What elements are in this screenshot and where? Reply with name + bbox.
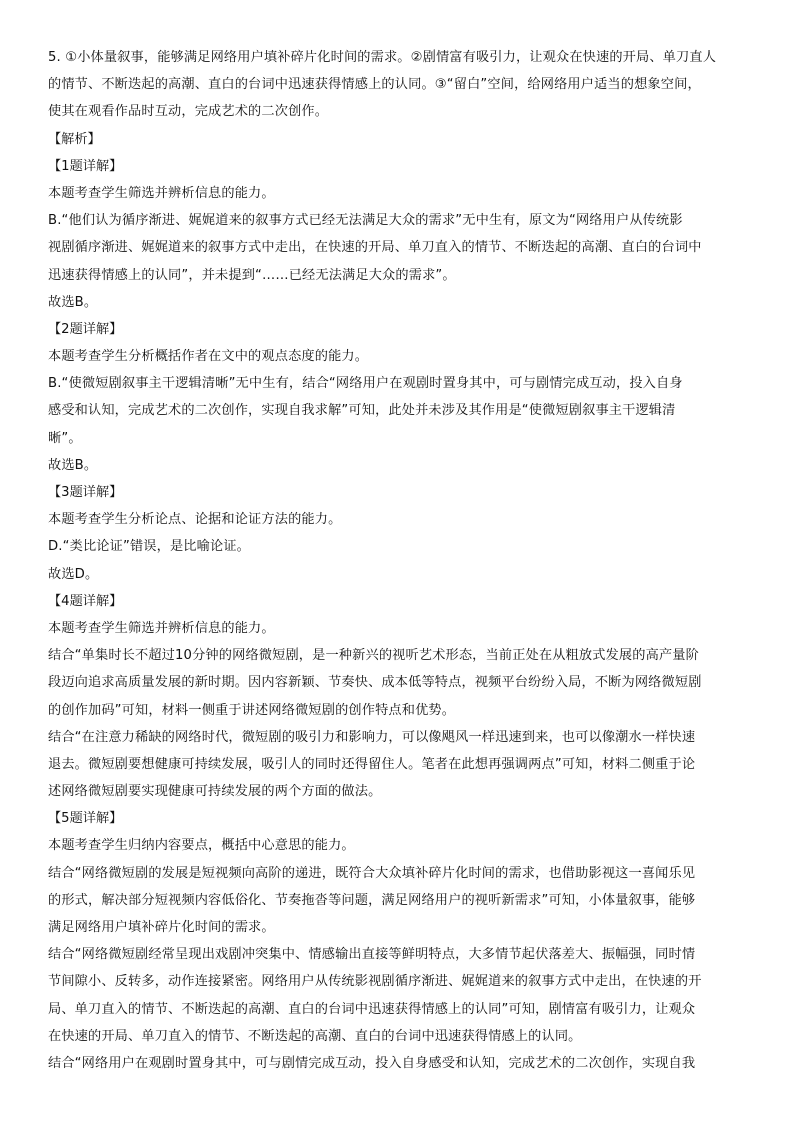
q2-detail-heading: 【2题详解】: [48, 321, 123, 337]
q1-detail-heading: 【1题详解】: [48, 158, 123, 174]
q4-detail-heading: 【4题详解】: [48, 593, 123, 609]
q3-intro-line: 本题考查学生分析论点、论据和论证方法的能力。: [48, 512, 342, 528]
q4-explanation-line-5: 退去。微短剧要想健康可持续发展，吸引人的同时还得留住人。笔者在此想再强调两点”可知，材料二侧重于论: [48, 756, 696, 772]
q5-explanation-line-5: 节间隙小、反转多，动作连接紧密。网络用户从传统影视剧循序渐进、娓娓道来的叙事方式中走出，在快速的开: [48, 974, 702, 990]
q5-explanation-line-6: 局、单刀直入的情节、不断迭起的高潮、直白的台词中迅速获得情感上的认同”可知，剧情富有吸引力，让观众: [48, 1001, 696, 1017]
answer-5-line-1: 5. ①小体量叙事，能够满足网络用户填补碎片化时间的需求。②剧情富有吸引力，让观众在快速的开局、单刀直人: [48, 50, 717, 65]
q5-intro-line: 本题考查学生归纳内容要点，概括中心意思的能力。: [48, 838, 355, 854]
q2-intro-line: 本题考查学生分析概括作者在文中的观点态度的能力。: [48, 349, 369, 365]
q1-explanation-line-2: 视剧循序渐进、娓娓道来的叙事方式中走出，在快速的开局、单刀直入的情节、不断迭起的高潮、直白的台词中: [48, 240, 702, 256]
analysis-heading: 【解析】: [48, 131, 101, 147]
q3-detail-heading: 【3题详解】: [48, 485, 123, 500]
q1-explanation-line-3: 迅速获得情感上的认同”，并未提到“……已经无法满足大众的需求”。: [48, 267, 456, 283]
q4-explanation-line-3: 的创作加码”可知，材料一侧重于讲述网络微短剧的创作特点和优势。: [48, 702, 456, 718]
q4-explanation-line-2: 段迈向追求高质量发展的新时期。因内容新颖、节奏快、成本低等特点，视频平台纷纷入局，不断为网络微短剧: [48, 675, 702, 691]
q4-intro-line: 本题考查学生筛选并辨析信息的能力。: [48, 620, 275, 636]
q5-explanation-line-7: 在快速的开局、单刀直入的情节、不断迭起的高潮、直白的台词中迅速获得情感上的认同。: [48, 1028, 582, 1044]
q4-explanation-line-6: 述网络微短剧要实现健康可持续发展的两个方面的做法。: [48, 784, 382, 800]
q1-explanation-line-1: B.“他们认为循序渐进、娓娓道来的叙事方式已经无法满足大众的需求”无中生有，原文为“网络用户从传统影: [48, 213, 683, 229]
q5-explanation-line-4: 结合“网络微短剧经常呈现出戏剧冲突集中、情感输出直接等鲜明特点，大多情节起伏落差大、振幅强，同时情: [48, 947, 696, 963]
q1-intro-line: 本题考查学生筛选并辨析信息的能力。: [48, 185, 275, 201]
answer-5-line-3: 使其在观看作品时互动，完成艺术的二次创作。: [48, 104, 329, 120]
q2-explanation-line-1: B.“使微短剧叙事主干逻辑清晰”无中生有，结合“网络用户在观剧时置身其中，可与剧情完成互动，投入自身: [48, 376, 683, 392]
q3-explanation-line: D.“类比论证”错误，是比喻论证。: [48, 539, 250, 555]
q5-explanation-line-1: 结合“网络微短剧的发展是短视频向高阶的递进，既符合大众填补碎片化时间的需求，也借助影视这一喜闻乐见: [48, 865, 696, 881]
answer-5-line-2: 的情节、不断迭起的高潮、直白的台词中迅速获得情感上的认同。③“留白”空间，给网络用户适当的想象空间，: [48, 77, 701, 93]
q4-explanation-line-1: 结合“单集时长不超过10分钟的网络微短剧，是一种新兴的视听艺术形态，当前正处在从粗放式发展的高产量阶: [48, 648, 699, 664]
q3-answer-line: 故选D。: [48, 566, 99, 582]
q5-explanation-line-2: 的形式，解决部分短视频内容低俗化、节奏拖沓等问题，满足网络用户的视听新需求”可知，小体量叙事，能够: [48, 892, 696, 908]
document-page: [48, 44, 748, 1077]
q2-explanation-line-2: 感受和认知，完成艺术的二次创作，实现自我求解”可知，此处并未涉及其作用是“使微短剧叙事主干逻辑清: [48, 403, 676, 419]
q5-explanation-line-8: 结合“网络用户在观剧时置身其中，可与剧情完成互动，投入自身感受和认知，完成艺术的二次创作，实现自我: [48, 1055, 696, 1071]
q4-explanation-line-4: 结合“在注意力稀缺的网络时代，微短剧的吸引力和影响力，可以像飓风一样迅速到来，也可以像潮水一样快速: [48, 729, 696, 745]
q2-explanation-line-3: 晰”。: [48, 430, 82, 446]
q5-detail-heading: 【5题详解】: [48, 811, 123, 827]
q5-explanation-line-3: 满足网络用户填补碎片化时间的需求。: [48, 920, 275, 935]
q2-answer-line: 故选B。: [48, 457, 98, 473]
q1-answer-line: 故选B。: [48, 294, 98, 310]
